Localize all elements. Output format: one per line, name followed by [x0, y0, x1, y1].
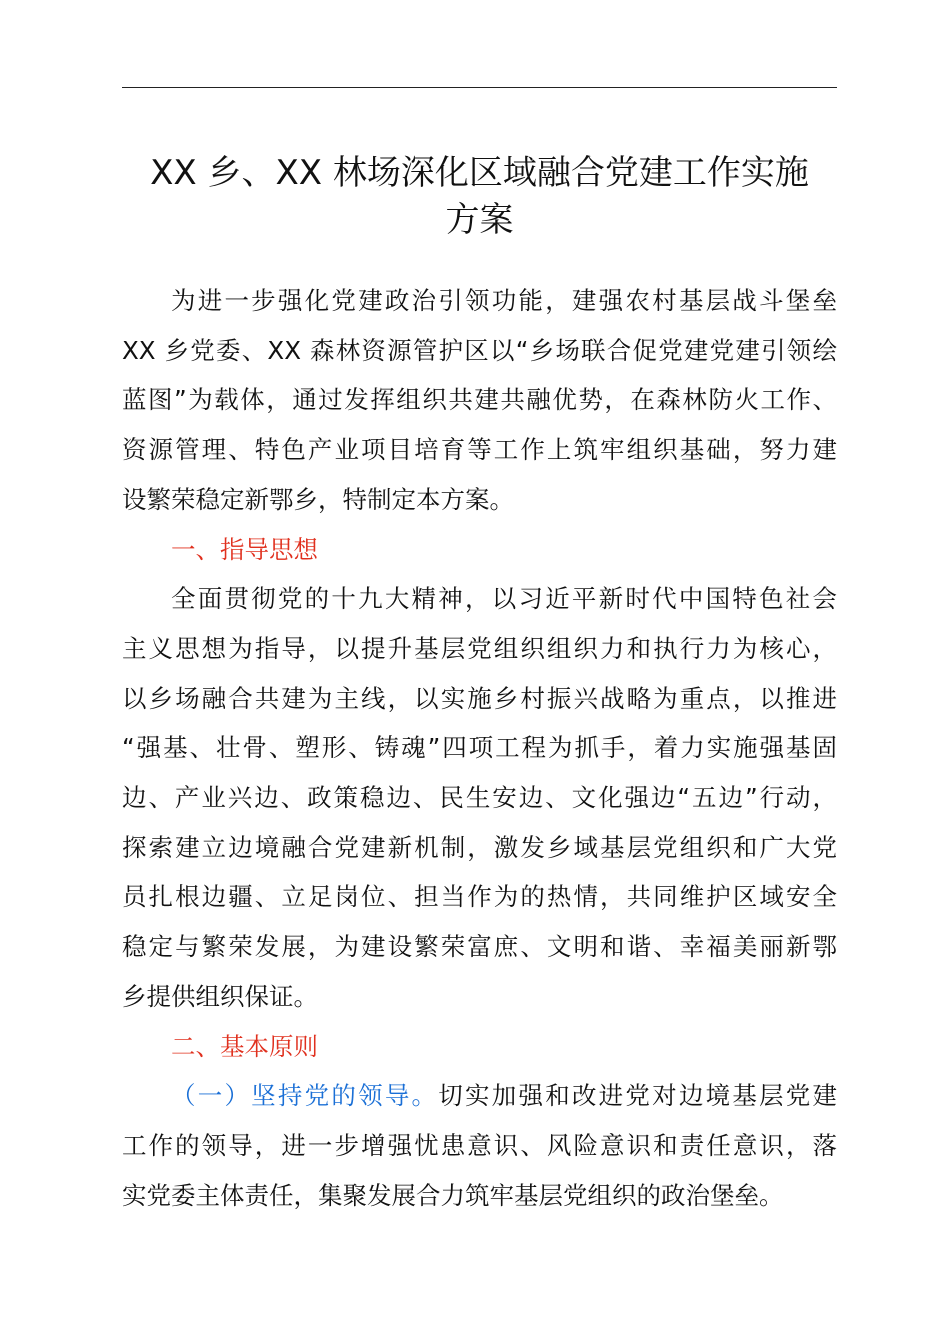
body-line: 主义思想为指导，以提升基层党组织组织力和执行力为核心，: [122, 633, 837, 663]
body-line: 边、产业兴边、政策稳边、民生安边、文化强边“五边”行动，: [122, 783, 837, 813]
title-line-1: XX 乡、XX 林场深化区域融合党建工作实施: [150, 153, 809, 193]
section-heading-basic-principles: 二、基本原则: [171, 1031, 318, 1061]
document-title: [122, 150, 837, 244]
principle-line: [122, 1071, 837, 1121]
section-heading-guiding-ideology: 一、指导思想: [171, 534, 318, 564]
body-line: 全面贯彻党的十九大精神，以习近平新时代中国特色社会: [171, 584, 837, 614]
body-line: 乡提供组织保证。: [122, 981, 318, 1011]
intro-paragraph: [122, 276, 837, 525]
principle-line: 实党委主体责任，集聚发展合力筑牢基层党组织的政治堡垒。: [122, 1180, 784, 1210]
title-line-2: 方案: [445, 200, 514, 240]
body-line: “强基、壮骨、塑形、铸魂”四项工程为抓手，着力实施强基固: [122, 733, 837, 763]
intro-line: XX 乡党委、XX 森林资源管护区以“乡场联合促党建党建引领绘: [122, 335, 837, 365]
intro-line: 为进一步强化党建政治引领功能，建强农村基层战斗堡垒: [171, 286, 837, 315]
intro-line: 资源管理、特色产业项目培育等工作上筑牢组织基础，努力建: [122, 435, 837, 465]
body-line: 以乡场融合共建为主线，以实施乡村振兴战略为重点，以推进: [122, 683, 837, 713]
principle-line: 工作的领导，进一步增强忧患意识、风险意识和责任意识，落: [122, 1130, 837, 1160]
principle-label: （一）坚持党的领导。: [171, 1081, 439, 1111]
body-line: 员扎根边疆、立足岗位、担当作为的热情，共同维护区域安全: [122, 882, 837, 912]
principle-item-1: [122, 1071, 837, 1220]
body-line: 稳定与繁荣发展，为建设繁荣富庶、文明和谐、幸福美丽新鄂: [122, 932, 837, 962]
body-line: 探索建立边境融合党建新机制，激发乡域基层党组织和广大党: [122, 832, 837, 862]
intro-line: 设繁荣稳定新鄂乡，特制定本方案。: [122, 484, 514, 514]
header-rule: [122, 87, 837, 88]
principle-text: 切实加强和改进党对边境基层党建: [438, 1081, 838, 1111]
intro-line: 蓝图”为载体，通过发挥组织共建共融优势，在森林防火工作、: [122, 385, 837, 415]
guiding-ideology-paragraph: [122, 574, 837, 1021]
document-body: [122, 276, 837, 1220]
